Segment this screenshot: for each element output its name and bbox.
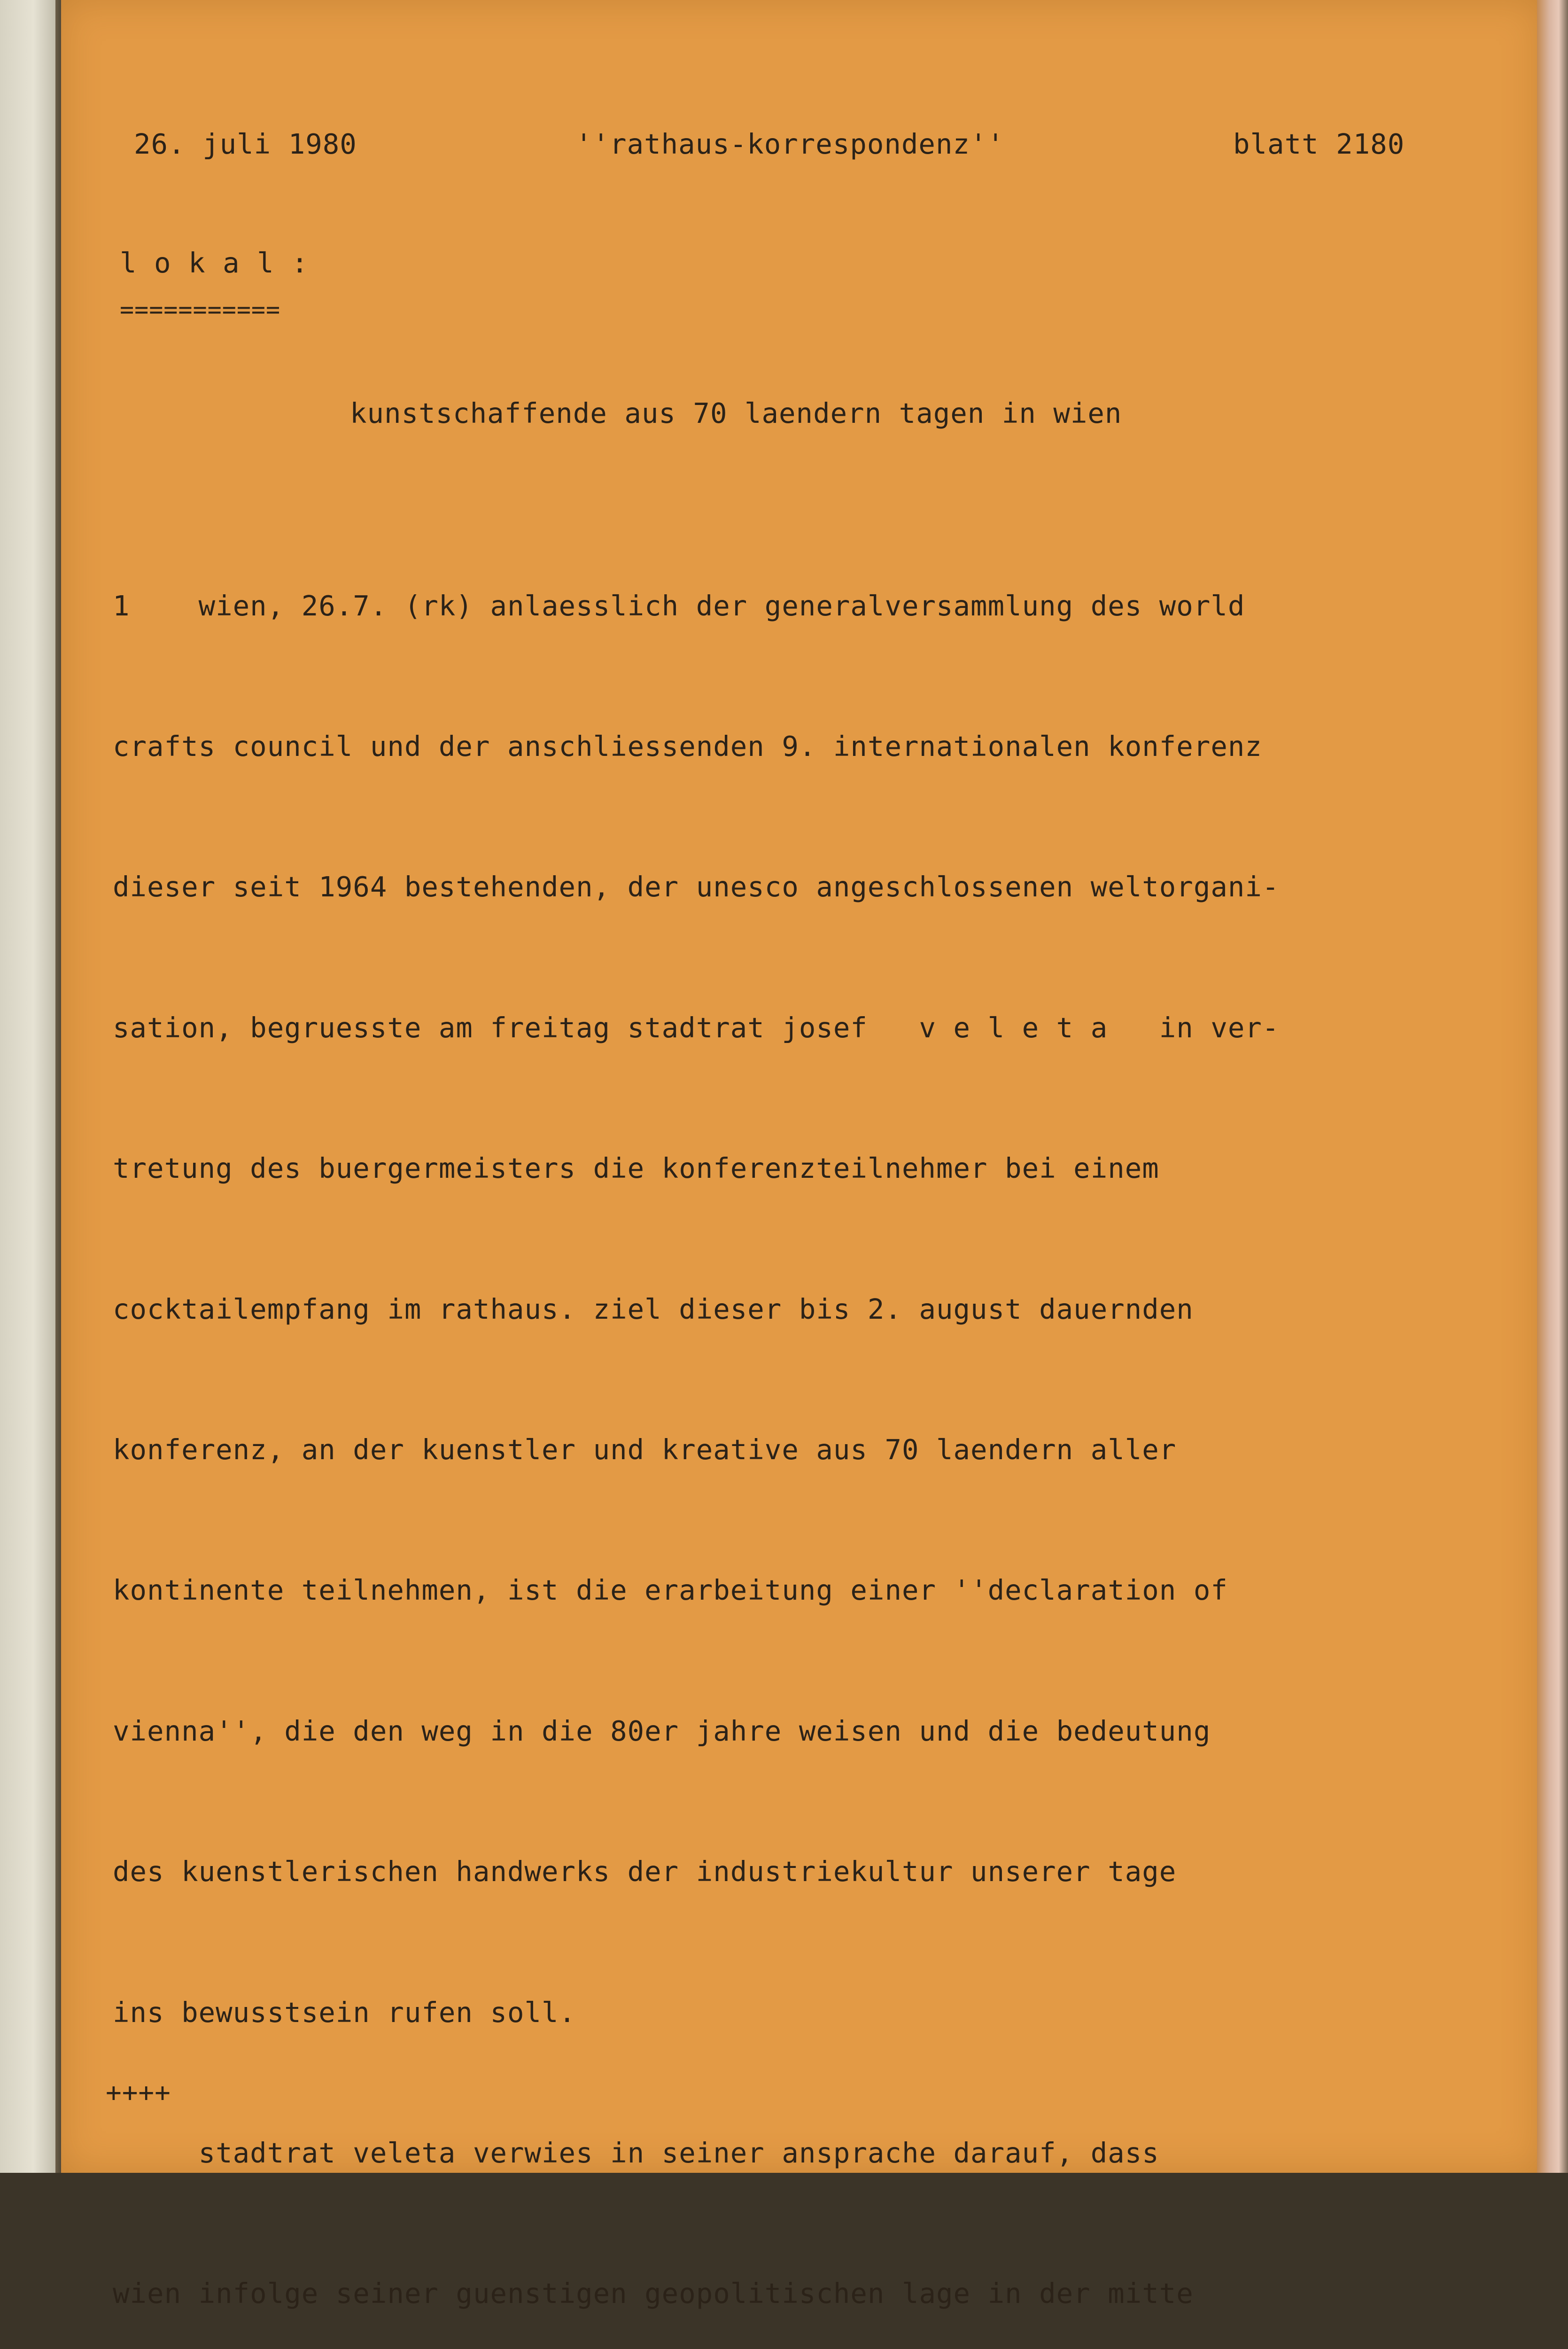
adjacent-page-edge [0,0,61,2173]
body-line: dieser seit 1964 bestehenden, der unesco angeschlossenen weltorgani- [113,871,1280,903]
page-stack-edge [1537,0,1568,2173]
body-line: konferenz, an der kuenstler und kreative aus 70 laendern aller [113,1433,1177,1466]
body-line: wien infolge seiner guenstigen geopolitischen lage in der mitte [113,2277,1194,2310]
header-sheet-number: blatt 2180 [1233,128,1405,160]
header-date: 26. juli 1980 [134,128,357,160]
body-line: des kuenstlerischen handwerks der industriekultur unserer tage [113,1855,1177,1888]
body-line: sation, begruesste am freitag stadtrat josef v e l e t a in ver- [113,1011,1280,1044]
header-publication: ''rathaus-korrespondenz'' [575,128,1005,160]
body-line: ins bewusstsein rufen soll. [113,1996,576,2029]
article-headline: kunstschaffende aus 70 laendern tagen in wien [350,397,1122,429]
body-line: 1 wien, 26.7. (rk) anlaesslich der generalversammlung des world [113,589,1245,622]
body-line: kontinente teilnehmen, ist die erarbeitung einer ''declaration of [113,1574,1228,1607]
section-underline: =========== [120,296,281,323]
body-line: crafts council und der anschliessenden 9. internationalen konferenz [113,730,1262,762]
article-body [113,489,1279,2349]
body-line: stadtrat veleta verwies in seiner ansprache darauf, dass [113,2136,1159,2169]
body-line: vienna'', die den weg in die 80er jahre weisen und die bedeutung [113,1714,1211,1747]
section-label: l o k a l : [120,247,309,279]
end-of-article-mark: ++++ [106,2077,171,2108]
body-line: tretung des buergermeisters die konferenzteilnehmer bei einem [113,1152,1159,1185]
body-line: cocktailempfang im rathaus. ziel dieser bis 2. august dauernden [113,1292,1194,1325]
